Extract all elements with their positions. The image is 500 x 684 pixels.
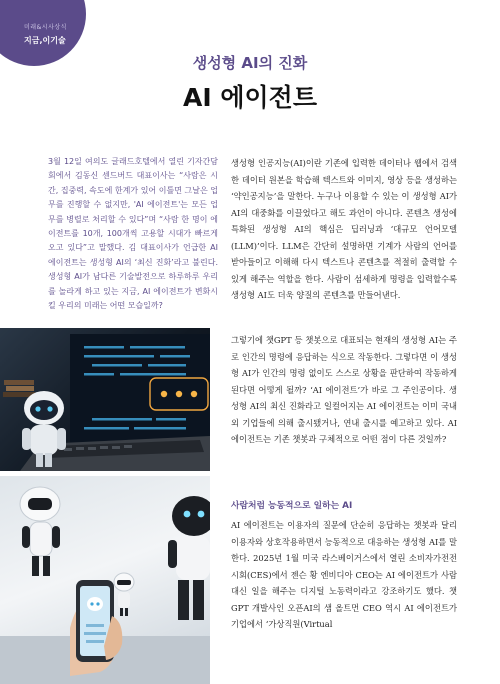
robots-smartphone-illustration — [0, 476, 210, 684]
robot-laptop-illustration — [0, 328, 210, 471]
section-heading: 사람처럼 능동적으로 일하는 AI — [231, 501, 353, 511]
body-paragraph-chatbot: 그렇기에 챗GPT 등 챗봇으로 대표되는 현재의 생성형 AI는 주로 인간의 명령에 응답하는 식으로 작동한다. 그렇다면 이 생성형 AI가 인간의 명령 없이도 스스로 상황을 판단하여 작동하게 된다면 어떻게 될까? ‘AI 에이전트’가 바로 그 주인공이다. 생성형 AI의 최신 진화라고 일컬어지는 AI 에이전트는 이미 국내외 기업들에 의해 출시됐거나, 연내 출시를 예고하고 있다. AI 에이전트는 기존 챗봇과 구체적으로 어떤 점이 다른 것일까? — [231, 335, 457, 444]
robot-laptop-photo — [0, 328, 210, 471]
badge-title: 지금,이기술 — [24, 36, 66, 45]
body-paragraph-agent: AI 에이전트는 이용자의 질문에 단순히 응답하는 챗봇과 달리 이용자와 상호작용하면서 능동적으로 대응하는 생성형 AI를 말한다. 2025년 1월 미국 라스베이거스에서 열린 소비자가전전시회(CES)에서 젠슨 황 엔비디아 CEO는 AI 에이전트가 사람 대신 일을 해주는 디지털 노동력이라고 강조하기도 했다. 챗GPT 개발사인 오픈AI의 샘 올트먼 CEO 역시 AI 에이전트가 기업에서 ‘가상직원(Virtual — [231, 520, 457, 629]
article-title: AI 에이전트 — [183, 83, 317, 112]
robots-smartphone-photo — [0, 476, 210, 684]
body-column — [231, 155, 457, 633]
body-paragraph-intro: 생성형 인공지능(AI)이란 기존에 입력한 데이터나 웹에서 검색한 데이터 원본을 학습해 텍스트와 이미지, 영상 등을 생성하는 ‘약인공지능’을 말한다. 누구나 이용할 수 있는 이 생성형 AI가 AI의 대중화를 이끌었다고 해도 과언이 아니다. 콘텐츠 생성에 특화된 생성형 AI의 핵심은 딥러닝과 ‘대규모 언어모델(LLM)’이다. LLM은 간단히 설명하면 기계가 사람의 언어를 받아들이고 이해해 다시 텍스트나 콘텐츠를 적절히 출력할 수 있게 해주는 역할을 한다. 사람이 섬세하게 명령을 입력할수록 생성형 AI도 더욱 양질의 콘텐츠를 만들어낸다. — [231, 158, 457, 300]
article-subtitle: 생성형 AI의 진화 — [192, 54, 308, 72]
lead-paragraph: 3월 12일 여의도 글래드호텔에서 열린 기자간담회에서 김동신 센드버드 대표이사는 “사람은 시간, 집중력, 속도에 한계가 있어 이틀면 그날은 업무를 진행할 수 없지만, 'AI 에이전트'는 모든 업무를 병렬로 처리할 수 있다”며 “사람 한 명이 에이전트를 10개, 100개씩 고용할 시대가 빠르게 오고 있다”고 말했다. 김 대표이사가 언급한 AI 에이전트는 생성형 AI의 ‘최신 진화’라고 불린다. 생성형 AI가 남다른 기술발전으로 하루하루 우리를 놀라게 하고 있는 지금, AI 에이전트가 변화시킬 우리의 미래는 어떤 모습일까? — [48, 157, 218, 311]
badge-category: 미래&시사상식 — [24, 24, 67, 31]
